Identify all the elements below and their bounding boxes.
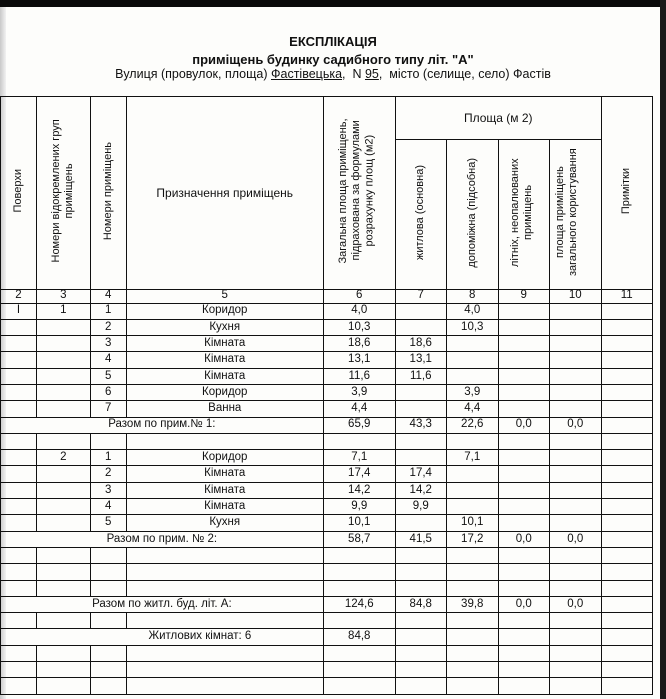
living-area — [395, 319, 446, 335]
col-num: 6 — [323, 289, 395, 303]
room-name: Кімната — [126, 336, 323, 352]
total-area: 7,1 — [323, 450, 395, 466]
blank-row — [1, 662, 653, 678]
total-area: 11,6 — [323, 368, 395, 384]
aux-area — [446, 466, 498, 482]
subtotal-common: 0,0 — [549, 417, 601, 433]
table-row — [1, 352, 653, 368]
table-row — [1, 482, 653, 498]
col-num: 5 — [126, 289, 323, 303]
aux-area — [446, 499, 498, 515]
document-title: ЕКСПЛІКАЦІЯ — [289, 34, 377, 49]
room-no: 3 — [90, 482, 126, 498]
table-row — [1, 450, 653, 466]
room-name: Кімната — [126, 482, 323, 498]
room-no: 6 — [90, 384, 126, 400]
floor-cell: I — [1, 303, 37, 319]
city-label: місто (селище, село) — [389, 67, 510, 81]
total-area: 4,0 — [323, 303, 395, 319]
subtotal-row-group-1 — [1, 417, 653, 433]
room-name: Кухня — [126, 319, 323, 335]
header-auxiliary: допоміжна (підсобна) — [446, 140, 498, 290]
total-area: 17,4 — [323, 466, 395, 482]
total-area: 10,3 — [323, 319, 395, 335]
subtotal-aux: 22,6 — [446, 417, 498, 433]
subtotal-aux: 17,2 — [446, 531, 498, 547]
room-name: Кімната — [126, 499, 323, 515]
aux-area — [446, 368, 498, 384]
aux-area: 10,3 — [446, 319, 498, 335]
right-border — [660, 0, 666, 699]
header-rooms: Номери приміщень — [90, 97, 126, 290]
grand-total-summer: 0,0 — [498, 596, 549, 612]
total-area: 10,1 — [323, 515, 395, 531]
subtotal-total: 65,9 — [323, 417, 395, 433]
total-area: 4,4 — [323, 401, 395, 417]
table-row — [1, 466, 653, 482]
header-total-area: Загальна площа приміщень, підрахована за формулами розрахунку площ (м2) — [323, 97, 395, 290]
col-num: 9 — [498, 289, 549, 303]
room-no: 4 — [90, 499, 126, 515]
subtotal-summer: 0,0 — [498, 417, 549, 433]
living-area: 14,2 — [395, 482, 446, 498]
living-area: 17,4 — [395, 466, 446, 482]
living-area: 9,9 — [395, 499, 446, 515]
grand-total-living: 84,8 — [395, 596, 446, 612]
living-area — [395, 384, 446, 400]
blank-row — [1, 678, 653, 694]
total-area: 14,2 — [323, 482, 395, 498]
aux-area — [446, 352, 498, 368]
header-groups: Номери відокремлених груп приміщень — [37, 97, 91, 290]
living-area: 18,6 — [395, 336, 446, 352]
blank-row — [1, 580, 653, 596]
aux-area: 4,4 — [446, 401, 498, 417]
table-row — [1, 515, 653, 531]
grand-total-common: 0,0 — [549, 596, 601, 612]
living-area — [395, 515, 446, 531]
grand-total-row — [1, 596, 653, 612]
city-value: Фастів — [513, 67, 551, 81]
subtotal-total: 58,7 — [323, 531, 395, 547]
living-area — [395, 450, 446, 466]
subtotal-summer: 0,0 — [498, 531, 549, 547]
explication-table — [0, 96, 653, 695]
blank-row — [1, 564, 653, 580]
header-common: площа приміщень загального користування — [549, 140, 601, 290]
number-label: N — [352, 67, 362, 81]
column-numbers-row — [1, 289, 653, 303]
total-area: 3,9 — [323, 384, 395, 400]
aux-area — [446, 336, 498, 352]
total-area: 18,6 — [323, 336, 395, 352]
header-row-1 — [1, 97, 653, 140]
group-cell: 1 — [37, 303, 91, 319]
col-num: 4 — [90, 289, 126, 303]
header-summer: літніх, неопалюваних приміщень — [498, 140, 549, 290]
header-purpose: Призначення приміщень — [126, 97, 323, 290]
blank-row — [1, 433, 653, 449]
living-rooms-row — [1, 629, 653, 645]
subtotal-row-group-2 — [1, 531, 653, 547]
living-area: 11,6 — [395, 368, 446, 384]
aux-area — [446, 482, 498, 498]
col-num: 10 — [549, 289, 601, 303]
room-no: 2 — [90, 466, 126, 482]
col-num: 7 — [395, 289, 446, 303]
col-num: 8 — [446, 289, 498, 303]
subtotal-label: Разом по прим. № 2: — [1, 531, 324, 547]
room-no: 7 — [90, 401, 126, 417]
blank-row — [1, 547, 653, 563]
blank-row — [1, 613, 653, 629]
grand-total-aux: 39,8 — [446, 596, 498, 612]
subtotal-living: 41,5 — [395, 531, 446, 547]
col-num: 2 — [1, 289, 37, 303]
header-living: житлова (основна) — [395, 140, 446, 290]
living-area — [395, 303, 446, 319]
header-floors: Поверхи — [1, 97, 37, 290]
header-notes: Примітки — [601, 97, 652, 290]
top-border — [0, 0, 666, 7]
room-no: 5 — [90, 515, 126, 531]
street-label: Вулиця (провулок, площа) — [115, 67, 268, 81]
table-row — [1, 336, 653, 352]
table-row — [1, 319, 653, 335]
living-area — [395, 401, 446, 417]
room-no: 1 — [90, 303, 126, 319]
room-no: 5 — [90, 368, 126, 384]
blank-row — [1, 645, 653, 661]
room-no: 4 — [90, 352, 126, 368]
room-name: Коридор — [126, 384, 323, 400]
living-rooms-total: 84,8 — [323, 629, 395, 645]
total-area: 9,9 — [323, 499, 395, 515]
document-subtitle: приміщень будинку садибного типу літ. "А" — [192, 52, 474, 67]
room-name: Кухня — [126, 515, 323, 531]
room-name: Ванна — [126, 401, 323, 417]
subtotal-label: Разом по прим.№ 1: — [1, 417, 324, 433]
aux-area: 10,1 — [446, 515, 498, 531]
col-num: 3 — [37, 289, 91, 303]
number-value: 95 — [364, 67, 379, 81]
address-line: Вулиця (провулок, площа) Фастівецька, N 95, місто (селище, село) Фастів — [115, 67, 551, 81]
room-name: Кімната — [126, 466, 323, 482]
col-num: 11 — [601, 289, 652, 303]
grand-total-total: 124,6 — [323, 596, 395, 612]
aux-area: 7,1 — [446, 450, 498, 466]
room-name: Коридор — [126, 303, 323, 319]
living-area: 13,1 — [395, 352, 446, 368]
grand-total-label: Разом по житл. буд. літ. А: — [1, 596, 324, 612]
room-no: 1 — [90, 450, 126, 466]
aux-area: 4,0 — [446, 303, 498, 319]
group-cell: 2 — [37, 450, 91, 466]
room-no: 3 — [90, 336, 126, 352]
table-row — [1, 368, 653, 384]
total-area: 13,1 — [323, 352, 395, 368]
table-row — [1, 401, 653, 417]
subtotal-living: 43,3 — [395, 417, 446, 433]
header-area-group: Площа (м 2) — [395, 97, 601, 140]
table-row — [1, 384, 653, 400]
table-row — [1, 499, 653, 515]
aux-area: 3,9 — [446, 384, 498, 400]
subtotal-common: 0,0 — [549, 531, 601, 547]
room-no: 2 — [90, 319, 126, 335]
room-name: Коридор — [126, 450, 323, 466]
room-name: Кімната — [126, 368, 323, 384]
living-rooms-label: Житлових кімнат: 6 — [1, 629, 324, 645]
table-row — [1, 303, 653, 319]
street-value: Фастівецька — [271, 67, 343, 81]
room-name: Кімната — [126, 352, 323, 368]
